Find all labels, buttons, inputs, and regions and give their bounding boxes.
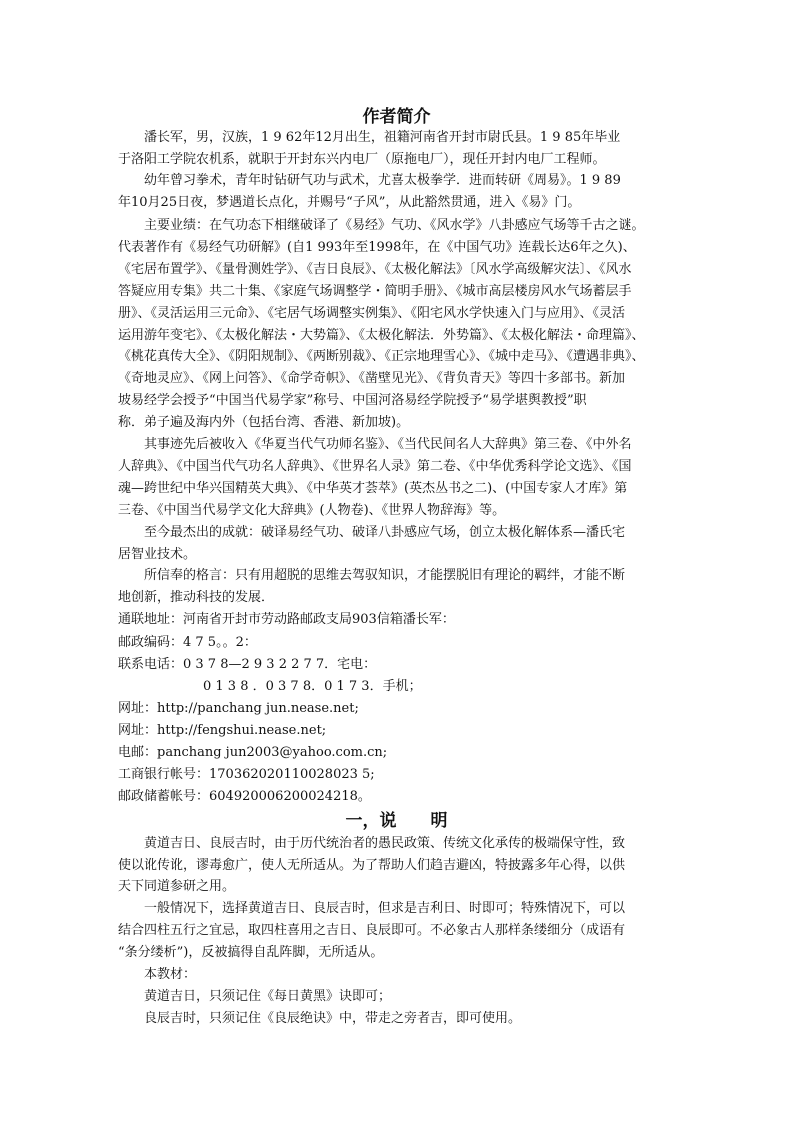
contact-website: 网址：http://panchang jun.nease.net; [118,701,359,716]
text-line: 其事迹先后被收入《华夏当代气功师名鉴》、《当代民间名人大辞典》第三卷、《中外名 [144,437,632,452]
text-line: 人辞典》、《中国当代气功名人辞典》、《世界名人录》第二卷、《中华优秀科学论文选》、《国 [118,459,632,474]
author-intro-title: 作者简介 [362,107,431,127]
text-line: 良辰吉时，只须记住《良辰绝诀》中，带走之旁者吉，即可使用。 [144,1011,522,1026]
text-line: 地创新，推动科技的发展． [118,590,275,605]
text-line: 幼年曾习拳术，青年时钻研气功与武术，尤喜太极拳学．进而转研《周易》。1 9 89 [144,173,621,188]
text-line: 潘长军，男，汉族，1 9 62年12月出生，祖籍河南省开封市尉氏县。1 9 85年毕业 [144,130,621,145]
postal-savings-account: 邮政储蓄帐号：604920006200024218。 [118,789,371,804]
text-line: 一般情况下，选择黄道吉日、良辰吉时，但求是吉利日、时即可；特殊情况下，可以 [144,901,626,916]
contact-postcode: 邮政编码：4 7 5。。2： [118,635,257,650]
text-line: 黄道吉日，只须记住《每日黄黑》诀即可； [144,989,392,1004]
contact-phone: 联系电话：0 3 7 8—2 9 3 2 2 7 7．宅电： [118,657,377,672]
contact-website: 网址：http://fengshui.nease.net; [118,723,327,738]
contact-address: 通联地址：河南省开封市劳动路邮政支局903信箱潘长军： [118,612,455,627]
text-line: 《宅居布置学》、《量骨测姓学》、《吉日良辰》、《太极化解法》〔风水学高级解灾法〕、《风水 [118,262,632,277]
text-line: 本教材： [144,967,197,982]
text-line: 主要业绩：在气功态下相继破译了《易经》气功、《风水学》八卦感应气场等千古之谜。 [144,218,645,233]
text-line: 三卷、《中国当代易学文化大辞典》(人物卷)、《世界人物辞海》等。 [118,503,506,518]
contact-mobile: 0 1 3 8 ．0 3 7 8．0 1 7 3．手机； [203,679,422,694]
text-line: 居智业技术。 [118,547,197,562]
text-line: 魂—跨世纪中华兴国精英大典》、《中华英才荟萃》(英杰丛书之二)、(中国专家人才库》第 [118,481,628,496]
text-line: 结合四柱五行之宜忌，取四柱喜用之吉日、良辰即可。不必象古人那样条缕细分（成语有 [118,923,626,938]
text-line: 于洛阳工学院农机系，就职于开封东兴内电厂（原拖电厂），现任开封内电厂工程师。 [118,152,606,167]
text-line: 运用游年变宅》、《太极化解法・大势篇》、《太极化解法．外势篇》、《太极化解法・命理篇》、 [118,328,645,343]
text-line: 坡易经学会授予“中国当代易学家”称号、中国河洛易经学院授予“易学堪舆教授”职 [118,393,587,408]
text-line: 代表著作有《易经气功研解》(自1 993年至1998年，在《中国气功》连载长达6年之久)、 [118,240,636,255]
text-line: 天下同道参研之用。 [118,879,236,894]
text-line: 称．弟子遍及海内外（包括台湾、香港、新加坡)。 [118,415,410,430]
text-line: 使以讹传讹，谬毒愈广，使人无所适从。为了帮助人们趋吉避凶，特披露多年心得，以供 [118,858,626,873]
text-line: 册》、《灵活运用三元命》、《宅居气场调整实例集》、《阳宅风水学快速入门与应用》、《灵活 [118,306,626,321]
text-line: 年10月25日夜，梦遇道长点化，并赐号“子风”，从此豁然贯通，进入《易》门。 [118,195,581,210]
text-line: 《奇地灵应》、《网上问答》、《命学奇帜》、《凿壁见光》、《背负青天》等四十多部书。新加 [118,371,626,386]
bank-account: 工商银行帐号：170362020110028023 5; [118,767,375,782]
text-line: 至今最杰出的成就：破译易经气功、破译八卦感应气场，创立太极化解体系—潘氏宅 [144,525,626,540]
text-line: 答疑应用专集》共二十集、《家庭气场调整学・简明手册》、《城市高层楼房风水气场蓄层手 [118,284,632,299]
text-line: “条分缕析”)，反被搞得自乱阵脚，无所适从。 [118,945,384,960]
text-line: 所信奉的格言：只有用超脱的思维去驾驭知识，才能摆脱旧有理论的羁绊，才能不断 [144,568,626,583]
text-line: 《桃花真传大全》、《阴阳规制》、《两断别裁》、《正宗地理雪心》、《城中走马》、《遭遇非典》、 [118,349,645,364]
text-line: 黄道吉日、良辰吉时，由于历代统治者的愚民政策、传统文化承传的极端保守性，致 [144,836,626,851]
contact-email: 电邮：panchang jun2003@yahoo.com.cn; [118,745,388,760]
section-title: 一，说 明 [345,811,448,831]
